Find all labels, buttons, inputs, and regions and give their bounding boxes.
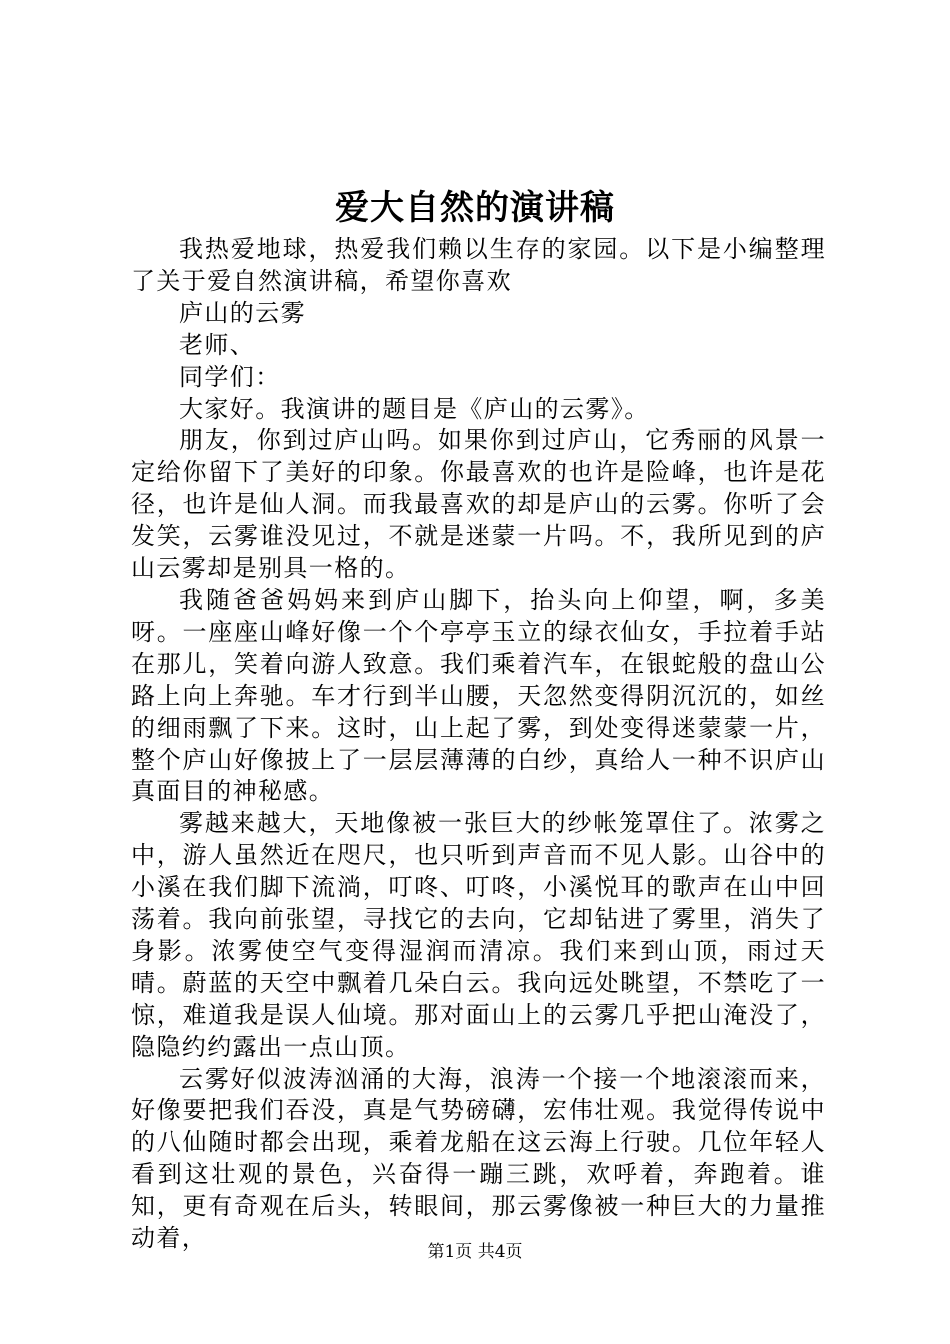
intro-paragraph: 我热爱地球，热爱我们赖以生存的家园。以下是小编整理了关于爱自然演讲稿，希望你喜欢 (131, 235, 826, 295)
page-number-footer: 第1页 共4页 (427, 1242, 523, 1262)
body-paragraph: 朋友，你到过庐山吗。如果你到过庐山，它秀丽的风景一定给你留下了美好的印象。你最喜欢的也许是险峰，也许是花径，也许是仙人洞。而我最喜欢的却是庐山的云雾。你听了会发笑，云雾谁没见过，不就是迷蒙一片吗。不，我所见到的庐山云雾却是别具一格的。 (131, 426, 826, 583)
body-paragraph: 雾越来越大，天地像被一张巨大的纱帐笼罩住了。浓雾之中，游人虽然近在咫尺，也只听到声音而不见人影。山谷中的小溪在我们脚下流淌，叮咚、叮咚，小溪悦耳的歌声在山中回荡着。我向前张望，寻找它的去向，它却钻进了雾里，消失了身影。浓雾使空气变得湿润而清凉。我们来到山顶，雨过天晴。蔚蓝的天空中飘着几朵白云。我向远处眺望，不禁吃了一惊，难道我是误人仙境。那对面山上的云雾几乎把山淹没了，隐隐约约露出一点山顶。 (131, 809, 826, 1061)
body-paragraph: 云雾好似波涛汹涌的大海，浪涛一个接一个地滚滚而来，好像要把我们吞没，真是气势磅礴，宏伟壮观。我觉得传说中的八仙随时都会出现，乘着龙船在这云海上行驶。几位年轻人看到这壮观的景色，兴奋得一蹦三跳，欢呼着，奔跑着。谁知，更有奇观在后头，转眼间，那云雾像被一种巨大的力量推动着， (131, 1064, 826, 1253)
salutation-teachers: 老师、 (179, 330, 256, 359)
document-body (131, 234, 826, 1255)
body-paragraph: 我随爸爸妈妈来到庐山脚下，抬头向上仰望，啊，多美呀。一座座山峰好像一个个亭亭玉立的绿衣仙女，手拉着手站在那儿，笑着向游人致意。我们乘着汽车，在银蛇般的盘山公路上向上奔驰。车才行到半山腰，天忽然变得阴沉沉的，如丝的细雨飘了下来。这时，山上起了雾，到处变得迷蒙蒙一片，整个庐山好像披上了一层层薄薄的白纱，真给人一种不识庐山真面目的神秘感。 (131, 585, 826, 806)
greeting-paragraph: 大家好。我演讲的题目是《庐山的云雾》。 (179, 394, 650, 423)
speech-title-line: 庐山的云雾 (179, 298, 306, 327)
document-title: 爱大自然的演讲稿 (335, 188, 615, 228)
salutation-students: 同学们： (179, 362, 281, 391)
